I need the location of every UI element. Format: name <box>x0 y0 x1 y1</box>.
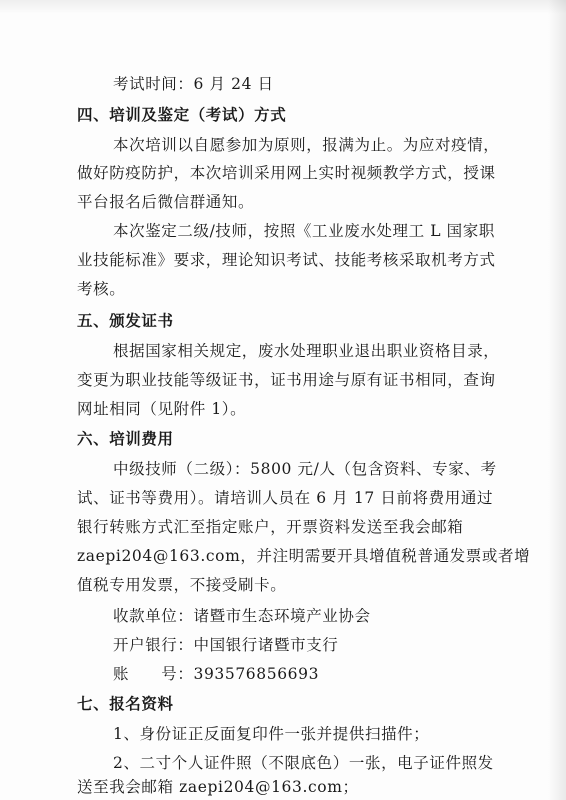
account-line: 账 号：393576856693 <box>113 665 320 683</box>
section-4-heading: 四、培训及鉴定（考试）方式 <box>77 105 287 124</box>
paragraph-line: 送至我会邮箱 zaepi204@163.com； <box>77 778 359 796</box>
paragraph-line: 变更为职业技能等级证书，证书用途与原有证书相同，查询 <box>77 371 496 389</box>
paragraph-line: 考核。 <box>77 280 126 298</box>
paragraph-line: 银行转账方式汇至指定账户，开票资料发送至我会邮箱 <box>77 518 464 536</box>
exam-time-line: 考试时间：6 月 24 日 <box>113 75 274 93</box>
list-item: 1、身份证正反面复印件一张并提供扫描件； <box>113 725 430 743</box>
paragraph-line: 本次培训以自愿参加为原则，报满为止。为应对疫情， <box>113 136 500 154</box>
paragraph-line: 平台报名后微信群通知。 <box>77 193 255 211</box>
paragraph-line: 试、证书等费用）。请培训人员在 6 月 17 日前将费用通过 <box>77 489 494 507</box>
paragraph-line: 本次鉴定二级/技师，按照《工业废水处理工 L 国家职 <box>113 222 495 240</box>
bank-line: 开户银行：中国银行诸暨市支行 <box>113 636 339 654</box>
section-6-heading: 六、培训费用 <box>77 429 174 448</box>
list-item: 2、二寸个人证件照（不限底色）一张，电子证件照发 <box>113 754 494 772</box>
paragraph-line: 做好防疫防护，本次培训采用网上实时视频教学方式，授课 <box>77 164 496 182</box>
paragraph-line: 业技能标准》要求，理论知识考试、技能考核采取机考方式 <box>77 251 496 269</box>
scan-shadow-right <box>548 0 566 800</box>
paragraph-line: 根据国家相关规定，废水处理职业退出职业资格目录， <box>113 342 500 360</box>
paragraph-line: 中级技师（二级）：5800 元/人（包含资料、专家、考 <box>113 460 497 478</box>
paragraph-line: zaepi204@163.com，并注明需要开具增值税普通发票或者增 <box>77 547 531 565</box>
paragraph-line: 值税专用发票，不接受刷卡。 <box>77 576 287 594</box>
section-7-heading: 七、报名资料 <box>77 694 174 713</box>
paragraph-line: 网址相同（见附件 1）。 <box>77 400 247 418</box>
section-5-heading: 五、颁发证书 <box>77 311 174 330</box>
payee-line: 收款单位：诸暨市生态环境产业协会 <box>113 607 371 625</box>
scan-shadow-top <box>0 0 566 14</box>
